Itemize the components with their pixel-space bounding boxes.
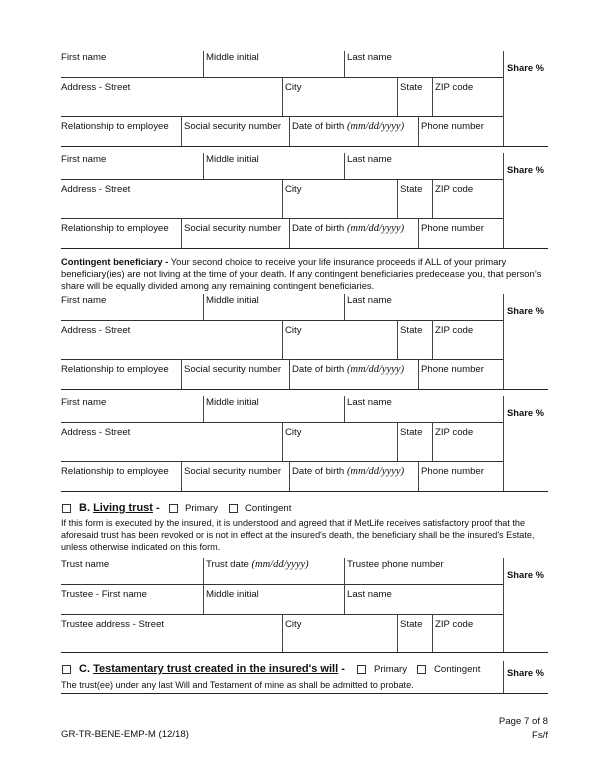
state-field[interactable]: State	[400, 82, 423, 93]
row-line	[61, 218, 503, 219]
trustee-state-field[interactable]: State	[400, 619, 423, 630]
middle-initial-field[interactable]: Middle initial	[206, 397, 259, 408]
city-field[interactable]: City	[285, 184, 302, 195]
dob-field[interactable]	[292, 223, 404, 235]
phone-number-field[interactable]: Phone number	[421, 121, 484, 132]
contingent-beneficiary-title: Contingent beneficiary -	[61, 256, 169, 267]
testamentary-trust-contingent-label: Contingent	[434, 664, 481, 675]
living-trust-primary-label: Primary	[185, 503, 219, 514]
share-divider	[503, 558, 504, 652]
trustee-city-field[interactable]: City	[285, 619, 302, 630]
share-percent-field[interactable]: Share %	[507, 164, 544, 175]
address-street-field[interactable]: Address - Street	[61, 427, 131, 438]
divider	[344, 584, 345, 614]
divider	[432, 422, 433, 461]
row-line	[61, 359, 503, 360]
share-divider	[503, 294, 504, 389]
divider	[432, 320, 433, 359]
trustee-phone-field[interactable]: Trustee phone number	[347, 559, 444, 570]
divider	[418, 218, 419, 248]
share-percent-field[interactable]: Share %	[507, 305, 544, 316]
address-street-field[interactable]: Address - Street	[61, 325, 131, 336]
phone-number-field[interactable]: Phone number	[421, 466, 484, 477]
trustee-last-name-field[interactable]: Last name	[347, 589, 392, 600]
divider	[282, 320, 283, 359]
divider	[344, 396, 345, 422]
block-line	[61, 146, 548, 147]
divider	[418, 116, 419, 146]
relationship-field[interactable]: Relationship to employee	[61, 364, 169, 375]
row-line	[61, 584, 503, 585]
city-field[interactable]: City	[285, 325, 302, 336]
zip-code-field[interactable]: ZIP code	[435, 427, 474, 438]
block-line	[61, 652, 548, 653]
first-name-field[interactable]: First name	[61, 52, 107, 63]
city-field[interactable]: City	[285, 82, 302, 93]
trust-name-field[interactable]: Trust name	[61, 559, 110, 570]
last-name-field[interactable]: Last name	[347, 154, 392, 165]
ssn-field[interactable]: Social security number	[184, 223, 282, 234]
dob-format: (mm/dd/yyyy)	[346, 364, 405, 375]
dob-field[interactable]	[292, 121, 404, 133]
dob-field[interactable]	[292, 364, 404, 376]
last-name-field[interactable]: Last name	[347, 295, 392, 306]
trustee-zip-code-field[interactable]: ZIP code	[435, 619, 474, 630]
share-percent-field[interactable]: Share %	[507, 667, 544, 678]
state-field[interactable]: State	[400, 184, 423, 195]
dob-label: Date of birth	[292, 364, 345, 375]
share-divider	[503, 51, 504, 146]
divider	[432, 179, 433, 218]
share-percent-field[interactable]: Share %	[507, 62, 544, 73]
middle-initial-field[interactable]: Middle initial	[206, 295, 259, 306]
testamentary-trust-checkbox[interactable]	[62, 665, 71, 674]
relationship-field[interactable]: Relationship to employee	[61, 223, 169, 234]
divider	[282, 614, 283, 652]
testamentary-trust-primary-checkbox[interactable]	[357, 665, 366, 674]
relationship-field[interactable]: Relationship to employee	[61, 121, 169, 132]
state-field[interactable]: State	[400, 325, 423, 336]
dob-label: Date of birth	[292, 466, 345, 477]
divider	[203, 396, 204, 422]
divider	[344, 558, 345, 584]
block-line	[61, 248, 548, 249]
row-line	[61, 461, 503, 462]
block-line	[61, 693, 548, 694]
ssn-field[interactable]: Social security number	[184, 121, 282, 132]
share-divider	[503, 661, 504, 693]
living-trust-contingent-checkbox[interactable]	[229, 504, 238, 513]
zip-code-field[interactable]: ZIP code	[435, 184, 474, 195]
share-divider	[503, 153, 504, 248]
first-name-field[interactable]: First name	[61, 295, 107, 306]
divider	[432, 614, 433, 652]
divider	[344, 51, 345, 77]
first-name-field[interactable]: First name	[61, 154, 107, 165]
state-field[interactable]: State	[400, 427, 423, 438]
dob-label: Date of birth	[292, 121, 345, 132]
form-code: GR-TR-BENE-EMP-M (12/18)	[61, 729, 189, 740]
divider	[282, 422, 283, 461]
share-percent-field[interactable]: Share %	[507, 407, 544, 418]
trustee-first-name-field[interactable]: Trustee - First name	[61, 589, 148, 600]
first-name-field[interactable]: First name	[61, 397, 107, 408]
dob-format: (mm/dd/yyyy)	[346, 223, 405, 234]
divider	[203, 294, 204, 320]
divider	[181, 116, 182, 146]
share-percent-field[interactable]: Share %	[507, 569, 544, 580]
last-name-field[interactable]: Last name	[347, 397, 392, 408]
divider	[203, 51, 204, 77]
ssn-field[interactable]: Social security number	[184, 364, 282, 375]
dob-format: (mm/dd/yyyy)	[346, 466, 405, 477]
divider	[418, 461, 419, 491]
dob-format: (mm/dd/yyyy)	[346, 121, 405, 132]
row-line	[61, 116, 503, 117]
divider	[418, 359, 419, 389]
relationship-field[interactable]: Relationship to employee	[61, 466, 169, 477]
divider	[282, 179, 283, 218]
living-trust-description: If this form is executed by the insured, it is understood and agreed that if MetLife receives satisfactory proof that the aforesaid trust has been revoked or is not in effect at the insured's death, the beneficiary shall be the insured's Estate, unless otherwise indicated on this form.	[61, 518, 535, 552]
divider	[289, 116, 290, 146]
testamentary-trust-contingent-checkbox[interactable]	[417, 665, 426, 674]
living-trust-title: B. Living trust -	[79, 502, 160, 514]
divider	[181, 461, 182, 491]
divider	[181, 359, 182, 389]
divider	[203, 558, 204, 584]
testamentary-trust-description: The trust(ee) under any last Will and Testament of mine as shall be admitted to probate.	[61, 680, 414, 690]
divider	[397, 77, 398, 116]
share-divider	[503, 396, 504, 491]
block-line	[61, 491, 548, 492]
trustee-middle-initial-field[interactable]: Middle initial	[206, 589, 259, 600]
trust-date-format: (mm/dd/yyyy)	[251, 559, 309, 570]
trust-date-field[interactable]: Trust date (mm/dd/yyyy)	[206, 559, 309, 570]
living-trust-primary-checkbox[interactable]	[169, 504, 178, 513]
divider	[344, 153, 345, 179]
living-trust-contingent-label: Contingent	[245, 503, 292, 514]
divider	[282, 77, 283, 116]
zip-code-field[interactable]: ZIP code	[435, 82, 474, 93]
fsf-code: Fs/f	[532, 730, 548, 741]
ssn-field[interactable]: Social security number	[184, 466, 282, 477]
divider	[432, 77, 433, 116]
page-number: Page 7 of 8	[498, 716, 548, 727]
divider	[397, 614, 398, 652]
divider	[344, 294, 345, 320]
divider	[397, 422, 398, 461]
address-street-field[interactable]: Address - Street	[61, 82, 131, 93]
divider	[181, 218, 182, 248]
divider	[397, 179, 398, 218]
phone-number-field[interactable]: Phone number	[421, 223, 484, 234]
testamentary-trust-title: C. Testamentary trust created in the insured's will -	[79, 663, 345, 675]
zip-code-field[interactable]: ZIP code	[435, 325, 474, 336]
city-field[interactable]: City	[285, 427, 302, 438]
last-name-field[interactable]: Last name	[347, 52, 392, 63]
address-street-field[interactable]: Address - Street	[61, 184, 131, 195]
divider	[203, 584, 204, 614]
divider	[289, 218, 290, 248]
testamentary-trust-primary-label: Primary	[374, 664, 408, 675]
phone-number-field[interactable]: Phone number	[421, 364, 484, 375]
divider	[203, 153, 204, 179]
divider	[397, 320, 398, 359]
block-line	[61, 389, 548, 390]
dob-label: Date of birth	[292, 223, 345, 234]
living-trust-checkbox[interactable]	[62, 504, 71, 513]
divider	[289, 461, 290, 491]
divider	[289, 359, 290, 389]
dob-field[interactable]	[292, 466, 404, 478]
middle-initial-field[interactable]: Middle initial	[206, 154, 259, 165]
trustee-address-street-field[interactable]: Trustee address - Street	[61, 619, 165, 630]
middle-initial-field[interactable]: Middle initial	[206, 52, 259, 63]
contingent-beneficiary-description: Contingent beneficiary - Your second choice to receive your life insurance proceeds if ALL of your primary beneficiary(ies) are not living at the time of your death. If any contingent beneficiaries predecease you, that person’s share will be equally divided among any remaining contingent beneficiaries.	[61, 256, 542, 291]
